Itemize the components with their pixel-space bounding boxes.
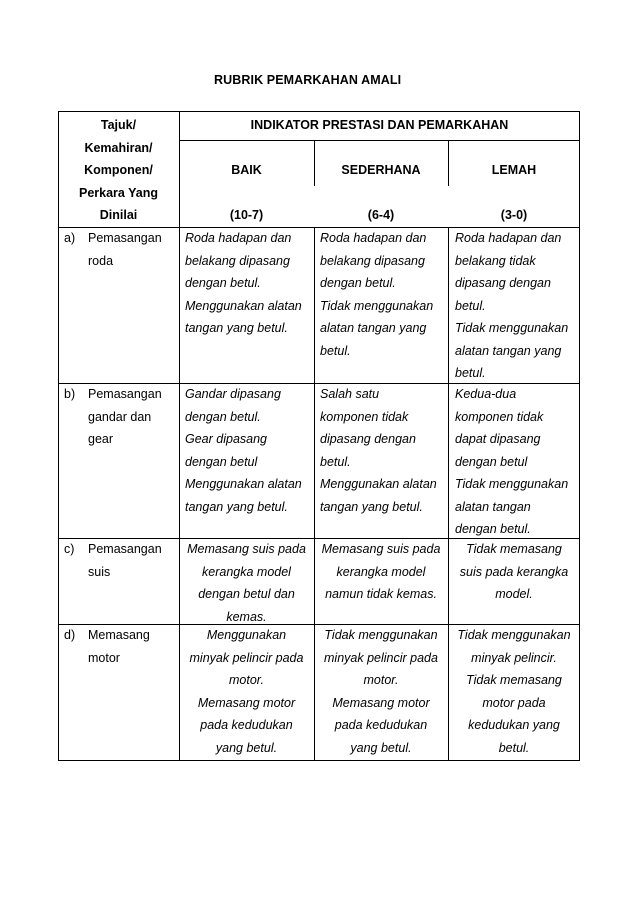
cell-line: motor.	[363, 673, 399, 687]
header-criteria-line: Dinilai	[99, 208, 138, 222]
cell-line: dapat dipasang	[455, 432, 541, 446]
row-label-line: gear	[88, 432, 114, 446]
cell-line: Tidak menggunakan	[457, 628, 571, 642]
cell-line: Tidak memasang	[466, 542, 562, 556]
level-range-lemah: (3-0)	[500, 208, 528, 222]
cell-line: betul.	[320, 343, 351, 358]
row-label-line: motor	[88, 650, 120, 665]
cell-line: Gear dipasang	[185, 432, 268, 446]
cell-line: komponen tidak	[455, 409, 544, 424]
row-letter: d)	[64, 628, 76, 642]
cell-line: Tidak menggunakan	[455, 321, 569, 335]
cell-line: dengan betul.	[320, 276, 396, 290]
cell-line: pada kedudukan	[334, 718, 428, 732]
cell-line: minyak pelincir pada	[189, 650, 304, 665]
header-indicator: INDIKATOR PRESTASI DAN PEMARKAHAN	[250, 118, 509, 132]
cell-line: minyak pelincir.	[471, 650, 557, 665]
row-label-line: gandar dan	[88, 409, 152, 424]
cell-line: Salah satu	[320, 387, 380, 401]
cell-line: kerangka model	[202, 564, 291, 579]
row-label-line: Pemasangan	[88, 387, 162, 401]
cell-line: pada kedudukan	[200, 718, 293, 732]
row-label	[88, 383, 162, 451]
row-label-line: Pemasangan	[88, 542, 162, 556]
cell-line: Memasang suis pada	[187, 542, 306, 556]
header-criteria-line: Tajuk/	[100, 118, 137, 132]
level-name-sederhana: SEDERHANA	[341, 163, 421, 177]
cell-sederhana	[314, 624, 448, 759]
cell-line: tangan yang betul.	[185, 499, 288, 514]
cell-line: Roda hadapan dan	[185, 231, 292, 245]
cell-line: kerangka model	[336, 564, 426, 579]
cell-baik	[185, 227, 302, 340]
cell-line: Menggunakan	[206, 628, 287, 642]
cell-line: betul.	[455, 366, 486, 380]
cell-line: dengan betul.	[455, 522, 531, 536]
cell-baik	[185, 383, 302, 518]
cell-line: komponen tidak	[320, 409, 409, 424]
row-label-line: Memasang	[88, 628, 150, 642]
cell-line: Gandar dipasang	[185, 387, 281, 401]
cell-line: tangan yang betul.	[185, 321, 288, 335]
cell-line: dengan betul dan	[198, 587, 295, 601]
cell-line: minyak pelincir pada	[324, 650, 438, 665]
cell-line: tangan yang betul.	[320, 499, 423, 514]
cell-line: belakang dipasang	[320, 253, 425, 268]
cell-line: Memasang suis pada	[321, 542, 441, 556]
cell-line: dengan betul.	[185, 276, 261, 290]
level-range-sederhana: (6-4)	[367, 208, 395, 222]
cell-line: alatan tangan yang	[320, 321, 427, 335]
cell-line: betul.	[498, 740, 530, 755]
cell-line: alatan tangan yang	[455, 343, 562, 358]
cell-baik	[179, 538, 314, 628]
cell-line: Menggunakan alatan	[185, 477, 302, 491]
cell-line: kedudukan yang	[468, 718, 560, 732]
row-divider	[179, 140, 580, 141]
row-label-line: Pemasangan	[88, 231, 162, 245]
header-criteria-line: Kemahiran/	[84, 140, 153, 155]
cell-line: Tidak memasang	[466, 673, 562, 687]
row-label-line: roda	[88, 253, 114, 268]
cell-line: Memasang motor	[332, 695, 430, 710]
cell-sederhana	[320, 383, 437, 518]
level-name-baik: BAIK	[231, 163, 262, 177]
cell-line: Menggunakan alatan	[320, 477, 437, 491]
cell-line: belakang tidak	[455, 253, 536, 268]
row-label	[88, 624, 150, 669]
cell-line: yang betul.	[350, 740, 412, 755]
row-letter: c)	[64, 542, 75, 556]
cell-line: dengan betul	[185, 454, 258, 469]
cell-line: Tidak menggunakan	[455, 477, 569, 491]
cell-line: motor.	[229, 673, 264, 687]
cell-line: belakang dipasang	[185, 253, 290, 268]
cell-line: kemas.	[226, 609, 267, 624]
cell-line: namun tidak kemas.	[325, 587, 437, 601]
cell-line: alatan tangan	[455, 499, 531, 514]
level-range-baik: (10-7)	[229, 208, 264, 222]
cell-line: suis pada kerangka	[459, 564, 569, 579]
page-title: RUBRIK PEMARKAHAN AMALI	[214, 73, 402, 87]
cell-line: Kedua-dua	[455, 387, 517, 401]
cell-line: Roda hadapan dan	[455, 231, 562, 245]
cell-line: Menggunakan alatan	[185, 298, 302, 313]
header-criteria-line: Komponen/	[84, 163, 153, 177]
level-name-lemah: LEMAH	[491, 163, 537, 177]
cell-lemah	[448, 538, 580, 606]
row-label-line: suis	[88, 564, 111, 579]
cell-line: Tidak menggunakan	[320, 298, 434, 313]
cell-baik	[179, 624, 314, 759]
cell-line: betul.	[455, 298, 486, 313]
row-letter: b)	[64, 387, 76, 401]
cell-line: dipasang dengan	[455, 276, 551, 290]
cell-line: dipasang dengan	[320, 432, 416, 446]
cell-line: dengan betul	[455, 454, 528, 469]
cell-line: Roda hadapan dan	[320, 231, 427, 245]
cell-lemah	[455, 227, 568, 385]
header-criteria-line: Perkara Yang	[79, 185, 158, 200]
row-letter: a)	[64, 231, 76, 245]
cell-sederhana	[314, 538, 448, 606]
cell-sederhana	[320, 227, 433, 362]
cell-line: Tidak menggunakan	[324, 628, 438, 642]
cell-lemah	[448, 624, 580, 759]
header-criteria-cell	[58, 114, 179, 227]
cell-line: betul.	[320, 454, 351, 469]
cell-line: motor pada	[482, 695, 546, 710]
row-label	[88, 538, 162, 583]
cell-lemah	[455, 383, 568, 541]
row-label	[88, 227, 162, 272]
cell-line: yang betul.	[215, 740, 278, 755]
cell-line: model.	[495, 587, 533, 601]
cell-line: dengan betul.	[185, 409, 261, 424]
cell-line: Memasang motor	[197, 695, 296, 710]
